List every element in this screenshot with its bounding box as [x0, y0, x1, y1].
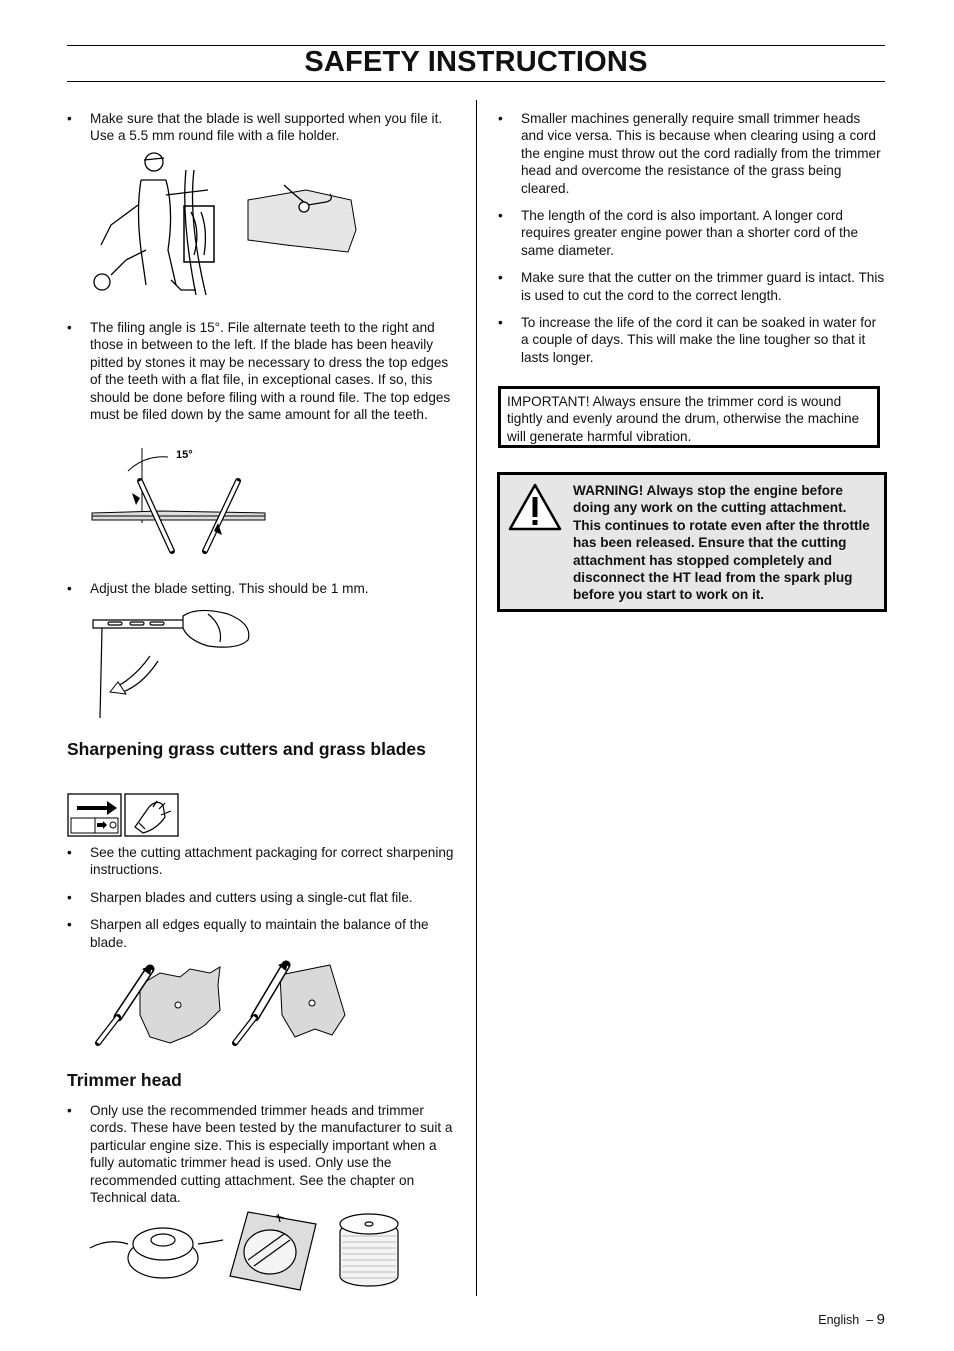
illustration-flat-file-blades — [90, 955, 360, 1055]
bullet-list-setting — [67, 580, 457, 607]
heading-sharpening: Sharpening grass cutters and grass blades — [67, 739, 426, 759]
page-number: 9 — [876, 1311, 885, 1328]
header-rule-bottom — [67, 81, 885, 82]
footer-language: English — [818, 1313, 860, 1327]
important-notice — [498, 386, 880, 448]
list-item: • Adjust the blade setting. This should be 1 mm. — [67, 580, 457, 597]
list-item: • The length of the cord is also important. A longer cord requires greater engine power than a shorter cord of the same diameter. — [498, 207, 886, 259]
list-item: • The filing angle is 15°. File alternate teeth to the right and those in between to the left. If the blade has been heavily pitted by stones it may be necessary to dress the top edges of the teeth with a flat file, in exceptional cases. If so, this should be done before filing with a round file. The top edges must be filed down by the same amount for all the teeth. — [67, 319, 457, 423]
list-item: • To increase the life of the cord it can be soaked in water for a couple of days. This will make the line tougher so that it lasts longer. — [498, 314, 886, 366]
list-item: • Only use the recommended trimmer heads and trimmer cords. These have been tested by the manufacturer to suit a particular engine size. This is especially important when a fully automatic trimmer head is used. Only use the recommended cutting attachment. See the chapter on Technical data. — [67, 1102, 457, 1206]
footer-dash: – — [862, 1313, 877, 1327]
page-footer — [818, 1311, 885, 1328]
illustration-trimmer-heads-cord — [88, 1210, 408, 1295]
warning-triangle-icon — [507, 482, 563, 532]
list-item: • Sharpen blades and cutters using a single-cut flat file. — [67, 889, 457, 906]
manual-and-glove-icons — [67, 793, 180, 837]
list-item: • See the cutting attachment packaging for correct sharpening instructions. — [67, 844, 457, 879]
list-item: • Sharpen all edges equally to maintain the balance of the blade. — [67, 916, 457, 951]
illustration-filing-angle — [90, 443, 270, 568]
column-divider — [476, 100, 477, 1296]
bullet-list-trimmer-notes — [498, 110, 886, 376]
list-item: • Make sure that the blade is well supported when you file it. Use a 5.5 mm round file with a file holder. — [67, 110, 455, 145]
angle-label: 15° — [176, 449, 193, 461]
illustration-blade-setting — [88, 606, 258, 722]
important-text: IMPORTANT! Always ensure the trimmer cord is wound tightly and evenly around the drum, otherwise the machine will generate harmful vibration. — [507, 394, 860, 444]
bullet-list-angle — [67, 319, 457, 433]
bullet-list-trimmer — [67, 1102, 457, 1216]
list-item: • Make sure that the cutter on the trimmer guard is intact. This is used to cut the cord to the correct length. — [498, 269, 886, 304]
warning-text: WARNING! Always stop the engine before doing any work on the cutting attachment. This continues to rotate even after the throttle has been released. Ensure that the cutting attachment has stopped completely and disconnect the HT lead from the spark plug before you start to work on it. — [573, 483, 870, 603]
bullet-list-support — [67, 110, 455, 155]
heading-trimmer-head: Trimmer head — [67, 1070, 182, 1090]
page-title: SAFETY INSTRUCTIONS — [304, 46, 648, 78]
illustration-filing-blade — [86, 150, 361, 305]
bullet-list-sharpen — [67, 844, 457, 961]
warning-notice — [497, 472, 887, 612]
list-item: • Smaller machines generally require small trimmer heads and vice versa. This is because when clearing using a cord the engine must throw out the cord radially from the trimmer head and overcome the resistance of the grass being cleared. — [498, 110, 886, 197]
